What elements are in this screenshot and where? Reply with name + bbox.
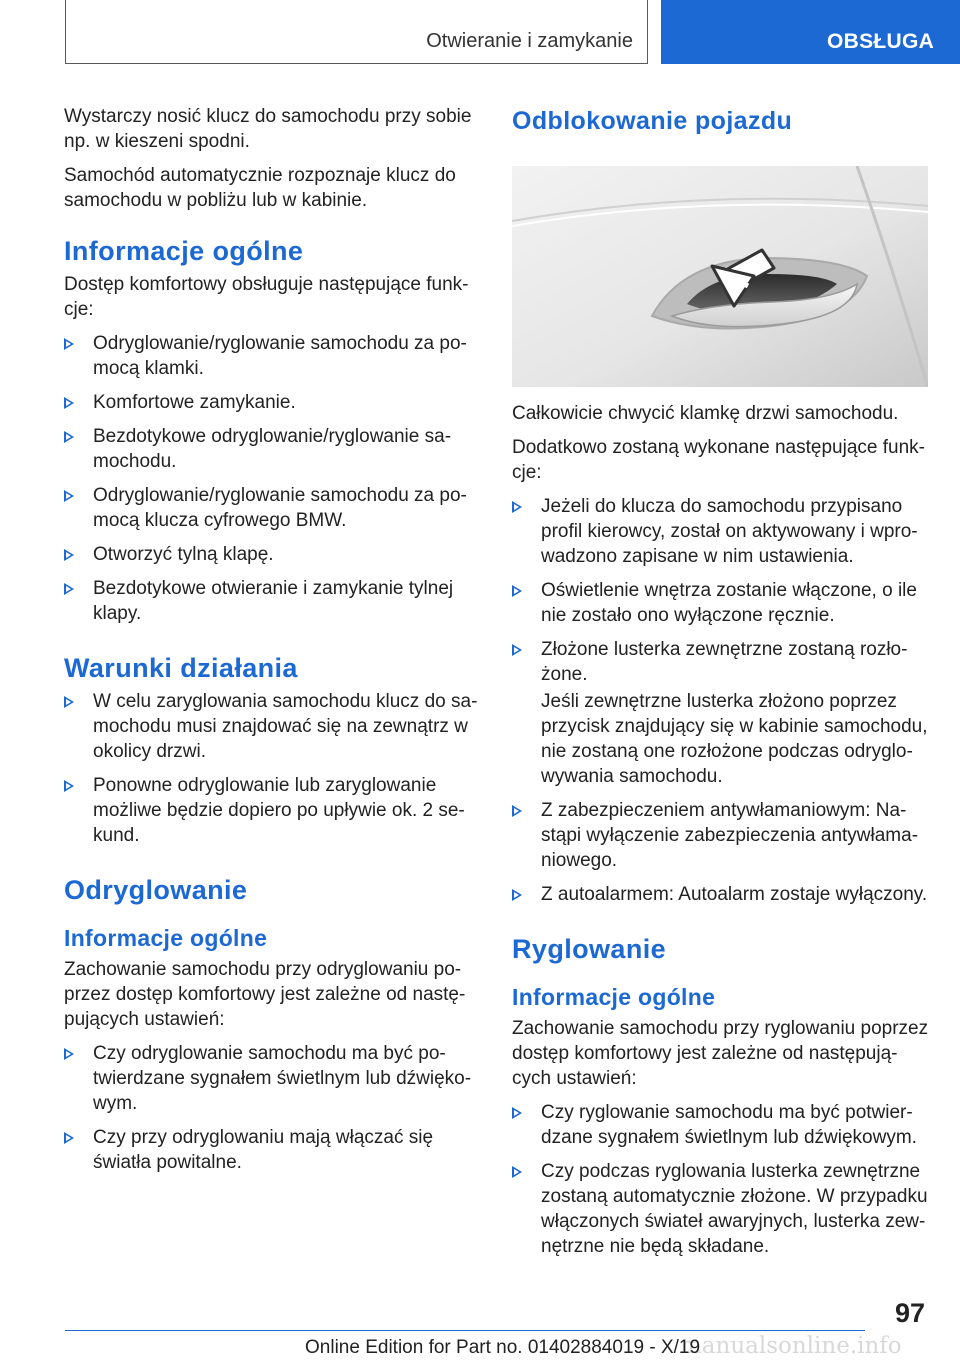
list-item: Czy przy odryglowaniu mają włączać się światła powitalne. xyxy=(64,1125,479,1175)
image-caption: Całkowicie chwycić klamkę drzwi samochodu. xyxy=(512,403,899,424)
heading-unlocking: Odryglowanie xyxy=(64,875,248,905)
door-handle-image xyxy=(512,166,928,387)
edition-footer: Online Edition for Part no. 01402884019 - X/19 xyxy=(305,1337,701,1358)
list-item: Czy podczas ryglowania lusterka zewnętrzne zostaną automatycznie złożone. W przypadku włączonych świateł awaryjnych, lusterka zew-nętrzne nie będą składane. xyxy=(512,1159,932,1259)
general-info-paragraph: Dostęp komfortowy obsługuje następujące funk-cje: xyxy=(64,274,469,320)
section-title: Otwieranie i zamykanie xyxy=(426,30,633,52)
list-item: Otworzyć tylną klapę. xyxy=(64,542,479,567)
list-item: Komfortowe zamykanie. xyxy=(64,390,479,415)
triangle-bullet-icon xyxy=(512,805,522,817)
chapter-tab[interactable]: OBSŁUGA xyxy=(661,0,960,64)
mirror-note: Jeśli zewnętrzne lusterka złożono poprzez przycisk znajdujący się w kabinie samochodu, nie zostaną one rozłożone podczas odryglo-wywania samochodu. xyxy=(541,691,928,787)
heading-general-info: Informacje ogólne xyxy=(64,236,304,266)
unlocking-paragraph: Zachowanie samochodu przy odryglowaniu po-przez dostęp komfortowy jest zależne od nastę-pujących ustawień: xyxy=(64,959,466,1030)
triangle-bullet-icon xyxy=(512,501,522,513)
watermark: manualsonline.info xyxy=(680,1333,902,1359)
additional-functions-paragraph: Dodatkowo zostaną wykonane następujące funk-cje: xyxy=(512,437,925,483)
list-item: W celu zaryglowania samochodu klucz do sa-mochodu musi znajdować się na zewnątrz w okolicy drzwi. xyxy=(64,689,479,764)
list-item: Czy odryglowanie samochodu ma być po-twierdzane sygnałem świetlnym lub dźwięko-wym. xyxy=(64,1041,479,1116)
intro-paragraph-2: Samochód automatycznie rozpoznaje klucz do samochodu w pobliżu lub w kabinie. xyxy=(64,165,456,211)
list-item: Z autoalarmem: Autoalarm zostaje wyłączony. xyxy=(512,882,932,907)
header-box xyxy=(65,0,648,64)
additional-functions-list xyxy=(512,494,932,907)
triangle-bullet-icon xyxy=(512,585,522,597)
triangle-bullet-icon xyxy=(64,397,74,409)
heading-conditions: Warunki działania xyxy=(64,653,298,683)
unlocking-list xyxy=(64,1041,479,1175)
locking-paragraph: Zachowanie samochodu przy ryglowaniu poprzez dostęp komfortowy jest zależne od następują-cych ustawień: xyxy=(512,1018,929,1089)
left-column xyxy=(64,104,479,1184)
list-item: Bezdotykowe odryglowanie/ryglowanie sa-mochodu. xyxy=(64,424,479,474)
footer-divider xyxy=(65,1330,865,1331)
list-item: Jeżeli do klucza do samochodu przypisano profil kierowcy, został on aktywowany i wpro-wadzono zapisane w nim ustawienia. xyxy=(512,494,932,569)
locking-list xyxy=(512,1100,932,1259)
general-info-list xyxy=(64,331,479,626)
subheading-general-info: Informacje ogólne xyxy=(64,925,268,951)
triangle-bullet-icon xyxy=(64,583,74,595)
list-item: Ponowne odryglowanie lub zaryglowanie możliwe będzie dopiero po upływie ok. 2 se-kund. xyxy=(64,773,479,848)
door-handle-illustration xyxy=(512,166,928,387)
triangle-bullet-icon xyxy=(64,696,74,708)
triangle-bullet-icon xyxy=(64,431,74,443)
triangle-bullet-icon xyxy=(64,1132,74,1144)
list-item: Czy ryglowanie samochodu ma być potwier-dzane sygnałem świetlnym lub dźwiękowym. xyxy=(512,1100,932,1150)
triangle-bullet-icon xyxy=(512,1107,522,1119)
heading-unlock-vehicle: Odblokowanie pojazdu xyxy=(512,107,793,135)
right-column xyxy=(512,104,932,1268)
list-item: Odryglowanie/ryglowanie samochodu za po-mocą klamki. xyxy=(64,331,479,381)
triangle-bullet-icon xyxy=(64,338,74,350)
intro-paragraph-1: Wystarczy nosić klucz do samochodu przy sobie np. w kieszeni spodni. xyxy=(64,106,472,152)
list-item: Złożone lusterka zewnętrzne zostaną rozło-żone. Jeśli zewnętrzne lusterka złożono poprzez przycisk znajdujący się w kabinie samochodu, nie zostaną one rozłożone podczas odryglo-wywania samochodu. xyxy=(512,637,932,789)
triangle-bullet-icon xyxy=(64,549,74,561)
triangle-bullet-icon xyxy=(512,1166,522,1178)
heading-locking: Ryglowanie xyxy=(512,934,667,964)
list-item: Z zabezpieczeniem antywłamaniowym: Na-stąpi wyłączenie zabezpieczenia antywłama-niowego. xyxy=(512,798,932,873)
list-item: Odryglowanie/ryglowanie samochodu za po-mocą klucza cyfrowego BMW. xyxy=(64,483,479,533)
list-item: Oświetlenie wnętrza zostanie włączone, o ile nie zostało ono wyłączone ręcznie. xyxy=(512,578,932,628)
triangle-bullet-icon xyxy=(64,1048,74,1060)
list-item: Bezdotykowe otwieranie i zamykanie tylnej klapy. xyxy=(64,576,479,626)
triangle-bullet-icon xyxy=(512,644,522,656)
page-number: 97 xyxy=(895,1298,926,1328)
triangle-bullet-icon xyxy=(64,490,74,502)
subheading-general-info-lock: Informacje ogólne xyxy=(512,984,716,1010)
conditions-list xyxy=(64,689,479,848)
triangle-bullet-icon xyxy=(64,780,74,792)
triangle-bullet-icon xyxy=(512,889,522,901)
